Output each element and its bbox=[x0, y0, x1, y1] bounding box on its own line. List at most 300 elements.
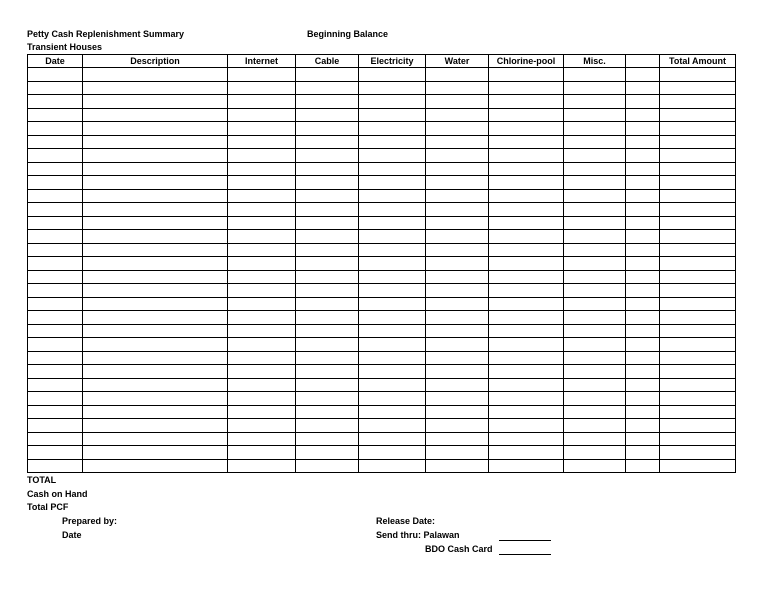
table-cell[interactable] bbox=[426, 162, 489, 176]
table-cell[interactable] bbox=[359, 459, 426, 473]
table-cell[interactable] bbox=[489, 311, 564, 325]
table-cell[interactable] bbox=[489, 122, 564, 136]
table-cell[interactable] bbox=[564, 405, 626, 419]
table-cell[interactable] bbox=[489, 257, 564, 271]
table-cell[interactable] bbox=[359, 351, 426, 365]
table-cell[interactable] bbox=[564, 324, 626, 338]
table-cell[interactable] bbox=[489, 297, 564, 311]
table-cell[interactable] bbox=[228, 95, 296, 109]
table-cell[interactable] bbox=[296, 378, 359, 392]
table-cell[interactable] bbox=[359, 81, 426, 95]
table-cell[interactable] bbox=[228, 365, 296, 379]
table-cell[interactable] bbox=[489, 176, 564, 190]
table-cell[interactable] bbox=[660, 162, 736, 176]
table-cell[interactable] bbox=[28, 351, 83, 365]
table-cell[interactable] bbox=[296, 68, 359, 82]
table-cell[interactable] bbox=[660, 405, 736, 419]
table-cell[interactable] bbox=[228, 122, 296, 136]
table-cell[interactable] bbox=[660, 230, 736, 244]
table-cell[interactable] bbox=[359, 108, 426, 122]
table-cell[interactable] bbox=[660, 446, 736, 460]
table-cell[interactable] bbox=[359, 95, 426, 109]
table-cell[interactable] bbox=[296, 95, 359, 109]
table-cell[interactable] bbox=[660, 203, 736, 217]
table-cell[interactable] bbox=[660, 351, 736, 365]
table-cell[interactable] bbox=[83, 297, 228, 311]
table-cell[interactable] bbox=[296, 108, 359, 122]
table-cell[interactable] bbox=[83, 189, 228, 203]
table-cell[interactable] bbox=[660, 95, 736, 109]
table-cell[interactable] bbox=[489, 419, 564, 433]
table-cell[interactable] bbox=[426, 95, 489, 109]
table-cell[interactable] bbox=[359, 405, 426, 419]
table-cell[interactable] bbox=[359, 392, 426, 406]
table-cell[interactable] bbox=[626, 405, 660, 419]
table-cell[interactable] bbox=[426, 365, 489, 379]
table-cell[interactable] bbox=[228, 392, 296, 406]
table-cell[interactable] bbox=[28, 311, 83, 325]
table-cell[interactable] bbox=[660, 243, 736, 257]
table-cell[interactable] bbox=[564, 297, 626, 311]
table-cell[interactable] bbox=[489, 189, 564, 203]
send-thru-blank[interactable] bbox=[499, 530, 551, 541]
table-cell[interactable] bbox=[489, 392, 564, 406]
table-cell[interactable] bbox=[228, 324, 296, 338]
table-cell[interactable] bbox=[660, 257, 736, 271]
table-cell[interactable] bbox=[296, 297, 359, 311]
table-cell[interactable] bbox=[489, 405, 564, 419]
table-cell[interactable] bbox=[426, 189, 489, 203]
table-cell[interactable] bbox=[426, 338, 489, 352]
table-cell[interactable] bbox=[28, 122, 83, 136]
table-cell[interactable] bbox=[660, 176, 736, 190]
table-cell[interactable] bbox=[564, 108, 626, 122]
table-cell[interactable] bbox=[28, 68, 83, 82]
table-cell[interactable] bbox=[83, 365, 228, 379]
table-cell[interactable] bbox=[28, 203, 83, 217]
table-cell[interactable] bbox=[28, 135, 83, 149]
table-cell[interactable] bbox=[296, 216, 359, 230]
table-cell[interactable] bbox=[426, 351, 489, 365]
table-cell[interactable] bbox=[660, 108, 736, 122]
table-cell[interactable] bbox=[83, 405, 228, 419]
table-cell[interactable] bbox=[28, 297, 83, 311]
table-cell[interactable] bbox=[83, 81, 228, 95]
table-cell[interactable] bbox=[28, 216, 83, 230]
table-cell[interactable] bbox=[489, 365, 564, 379]
table-cell[interactable] bbox=[626, 176, 660, 190]
table-cell[interactable] bbox=[83, 459, 228, 473]
table-cell[interactable] bbox=[228, 378, 296, 392]
table-cell[interactable] bbox=[426, 68, 489, 82]
table-cell[interactable] bbox=[660, 189, 736, 203]
table-cell[interactable] bbox=[626, 392, 660, 406]
table-cell[interactable] bbox=[83, 311, 228, 325]
table-cell[interactable] bbox=[296, 351, 359, 365]
table-cell[interactable] bbox=[626, 459, 660, 473]
table-cell[interactable] bbox=[228, 405, 296, 419]
table-cell[interactable] bbox=[28, 405, 83, 419]
table-cell[interactable] bbox=[228, 284, 296, 298]
table-cell[interactable] bbox=[660, 216, 736, 230]
table-cell[interactable] bbox=[28, 446, 83, 460]
table-cell[interactable] bbox=[296, 243, 359, 257]
table-cell[interactable] bbox=[489, 68, 564, 82]
table-cell[interactable] bbox=[228, 311, 296, 325]
table-cell[interactable] bbox=[660, 459, 736, 473]
table-cell[interactable] bbox=[564, 81, 626, 95]
table-cell[interactable] bbox=[564, 257, 626, 271]
table-cell[interactable] bbox=[83, 108, 228, 122]
table-cell[interactable] bbox=[296, 270, 359, 284]
table-cell[interactable] bbox=[660, 378, 736, 392]
table-cell[interactable] bbox=[626, 311, 660, 325]
table-cell[interactable] bbox=[228, 162, 296, 176]
table-cell[interactable] bbox=[28, 392, 83, 406]
table-cell[interactable] bbox=[296, 459, 359, 473]
table-cell[interactable] bbox=[426, 324, 489, 338]
table-cell[interactable] bbox=[359, 68, 426, 82]
table-cell[interactable] bbox=[83, 176, 228, 190]
table-cell[interactable] bbox=[83, 162, 228, 176]
table-cell[interactable] bbox=[359, 216, 426, 230]
table-cell[interactable] bbox=[83, 419, 228, 433]
table-cell[interactable] bbox=[83, 270, 228, 284]
table-cell[interactable] bbox=[489, 216, 564, 230]
table-cell[interactable] bbox=[626, 189, 660, 203]
table-cell[interactable] bbox=[489, 108, 564, 122]
table-cell[interactable] bbox=[564, 189, 626, 203]
table-cell[interactable] bbox=[626, 203, 660, 217]
table-cell[interactable] bbox=[564, 203, 626, 217]
table-cell[interactable] bbox=[228, 419, 296, 433]
table-cell[interactable] bbox=[296, 162, 359, 176]
table-cell[interactable] bbox=[83, 432, 228, 446]
table-cell[interactable] bbox=[228, 149, 296, 163]
table-cell[interactable] bbox=[296, 230, 359, 244]
table-cell[interactable] bbox=[489, 243, 564, 257]
table-cell[interactable] bbox=[660, 365, 736, 379]
table-cell[interactable] bbox=[489, 95, 564, 109]
table-cell[interactable] bbox=[83, 95, 228, 109]
table-cell[interactable] bbox=[626, 419, 660, 433]
table-cell[interactable] bbox=[660, 392, 736, 406]
table-cell[interactable] bbox=[83, 446, 228, 460]
table-cell[interactable] bbox=[28, 108, 83, 122]
table-cell[interactable] bbox=[626, 243, 660, 257]
table-cell[interactable] bbox=[426, 270, 489, 284]
table-cell[interactable] bbox=[626, 216, 660, 230]
table-cell[interactable] bbox=[359, 230, 426, 244]
table-cell[interactable] bbox=[28, 81, 83, 95]
table-cell[interactable] bbox=[228, 176, 296, 190]
table-cell[interactable] bbox=[489, 230, 564, 244]
table-cell[interactable] bbox=[564, 351, 626, 365]
table-cell[interactable] bbox=[359, 135, 426, 149]
table-cell[interactable] bbox=[489, 270, 564, 284]
table-cell[interactable] bbox=[489, 149, 564, 163]
table-cell[interactable] bbox=[83, 149, 228, 163]
table-cell[interactable] bbox=[28, 162, 83, 176]
table-cell[interactable] bbox=[296, 365, 359, 379]
table-cell[interactable] bbox=[564, 419, 626, 433]
table-cell[interactable] bbox=[296, 338, 359, 352]
table-cell[interactable] bbox=[83, 392, 228, 406]
table-cell[interactable] bbox=[426, 81, 489, 95]
table-cell[interactable] bbox=[228, 81, 296, 95]
table-cell[interactable] bbox=[489, 135, 564, 149]
table-cell[interactable] bbox=[228, 243, 296, 257]
table-cell[interactable] bbox=[426, 284, 489, 298]
table-cell[interactable] bbox=[228, 338, 296, 352]
table-cell[interactable] bbox=[626, 95, 660, 109]
table-cell[interactable] bbox=[626, 284, 660, 298]
table-cell[interactable] bbox=[359, 297, 426, 311]
table-cell[interactable] bbox=[359, 162, 426, 176]
table-cell[interactable] bbox=[228, 459, 296, 473]
table-cell[interactable] bbox=[296, 176, 359, 190]
table-cell[interactable] bbox=[296, 311, 359, 325]
table-cell[interactable] bbox=[359, 432, 426, 446]
table-cell[interactable] bbox=[296, 446, 359, 460]
table-cell[interactable] bbox=[296, 432, 359, 446]
table-cell[interactable] bbox=[296, 203, 359, 217]
table-cell[interactable] bbox=[359, 419, 426, 433]
table-cell[interactable] bbox=[564, 122, 626, 136]
table-cell[interactable] bbox=[426, 176, 489, 190]
table-cell[interactable] bbox=[660, 149, 736, 163]
table-cell[interactable] bbox=[426, 459, 489, 473]
table-cell[interactable] bbox=[564, 432, 626, 446]
table-cell[interactable] bbox=[489, 203, 564, 217]
table-cell[interactable] bbox=[660, 297, 736, 311]
table-cell[interactable] bbox=[426, 257, 489, 271]
table-cell[interactable] bbox=[660, 68, 736, 82]
table-cell[interactable] bbox=[564, 459, 626, 473]
table-cell[interactable] bbox=[626, 230, 660, 244]
table-cell[interactable] bbox=[296, 324, 359, 338]
table-cell[interactable] bbox=[228, 216, 296, 230]
table-cell[interactable] bbox=[296, 81, 359, 95]
table-cell[interactable] bbox=[426, 243, 489, 257]
table-cell[interactable] bbox=[359, 446, 426, 460]
table-cell[interactable] bbox=[489, 351, 564, 365]
table-cell[interactable] bbox=[564, 176, 626, 190]
table-cell[interactable] bbox=[228, 257, 296, 271]
table-cell[interactable] bbox=[296, 392, 359, 406]
bdo-cash-card-blank[interactable] bbox=[499, 544, 551, 555]
table-cell[interactable] bbox=[626, 122, 660, 136]
table-cell[interactable] bbox=[626, 135, 660, 149]
table-cell[interactable] bbox=[296, 405, 359, 419]
table-cell[interactable] bbox=[359, 203, 426, 217]
table-cell[interactable] bbox=[83, 243, 228, 257]
table-cell[interactable] bbox=[660, 81, 736, 95]
table-cell[interactable] bbox=[228, 203, 296, 217]
table-cell[interactable] bbox=[426, 149, 489, 163]
table-cell[interactable] bbox=[83, 257, 228, 271]
table-cell[interactable] bbox=[426, 311, 489, 325]
table-cell[interactable] bbox=[626, 68, 660, 82]
table-cell[interactable] bbox=[359, 257, 426, 271]
table-cell[interactable] bbox=[626, 338, 660, 352]
table-cell[interactable] bbox=[489, 324, 564, 338]
table-cell[interactable] bbox=[28, 365, 83, 379]
table-cell[interactable] bbox=[296, 135, 359, 149]
table-cell[interactable] bbox=[660, 311, 736, 325]
table-cell[interactable] bbox=[626, 365, 660, 379]
table-cell[interactable] bbox=[660, 122, 736, 136]
table-cell[interactable] bbox=[28, 230, 83, 244]
table-cell[interactable] bbox=[660, 135, 736, 149]
table-cell[interactable] bbox=[564, 392, 626, 406]
table-cell[interactable] bbox=[228, 432, 296, 446]
table-cell[interactable] bbox=[626, 108, 660, 122]
table-cell[interactable] bbox=[564, 230, 626, 244]
table-cell[interactable] bbox=[296, 284, 359, 298]
table-cell[interactable] bbox=[359, 365, 426, 379]
table-cell[interactable] bbox=[564, 446, 626, 460]
table-cell[interactable] bbox=[660, 324, 736, 338]
table-cell[interactable] bbox=[296, 257, 359, 271]
table-cell[interactable] bbox=[426, 108, 489, 122]
table-cell[interactable] bbox=[426, 432, 489, 446]
table-cell[interactable] bbox=[228, 297, 296, 311]
table-cell[interactable] bbox=[489, 378, 564, 392]
table-cell[interactable] bbox=[564, 135, 626, 149]
table-cell[interactable] bbox=[83, 351, 228, 365]
table-cell[interactable] bbox=[564, 365, 626, 379]
table-cell[interactable] bbox=[489, 432, 564, 446]
table-cell[interactable] bbox=[83, 338, 228, 352]
table-cell[interactable] bbox=[83, 284, 228, 298]
table-cell[interactable] bbox=[564, 311, 626, 325]
table-cell[interactable] bbox=[626, 270, 660, 284]
table-cell[interactable] bbox=[228, 230, 296, 244]
table-cell[interactable] bbox=[660, 284, 736, 298]
table-cell[interactable] bbox=[28, 459, 83, 473]
table-cell[interactable] bbox=[28, 149, 83, 163]
table-cell[interactable] bbox=[564, 68, 626, 82]
table-cell[interactable] bbox=[228, 108, 296, 122]
table-cell[interactable] bbox=[426, 203, 489, 217]
table-cell[interactable] bbox=[28, 257, 83, 271]
table-cell[interactable] bbox=[359, 284, 426, 298]
table-cell[interactable] bbox=[228, 135, 296, 149]
table-cell[interactable] bbox=[28, 176, 83, 190]
table-cell[interactable] bbox=[489, 162, 564, 176]
table-cell[interactable] bbox=[426, 122, 489, 136]
table-cell[interactable] bbox=[426, 297, 489, 311]
table-cell[interactable] bbox=[564, 270, 626, 284]
table-cell[interactable] bbox=[296, 149, 359, 163]
table-cell[interactable] bbox=[83, 216, 228, 230]
table-cell[interactable] bbox=[426, 419, 489, 433]
table-cell[interactable] bbox=[626, 324, 660, 338]
table-cell[interactable] bbox=[564, 338, 626, 352]
table-cell[interactable] bbox=[489, 284, 564, 298]
table-cell[interactable] bbox=[228, 68, 296, 82]
table-cell[interactable] bbox=[28, 284, 83, 298]
table-cell[interactable] bbox=[426, 405, 489, 419]
table-cell[interactable] bbox=[359, 311, 426, 325]
table-cell[interactable] bbox=[626, 297, 660, 311]
table-cell[interactable] bbox=[359, 338, 426, 352]
table-cell[interactable] bbox=[228, 446, 296, 460]
table-cell[interactable] bbox=[296, 419, 359, 433]
table-cell[interactable] bbox=[28, 243, 83, 257]
table-cell[interactable] bbox=[28, 324, 83, 338]
table-cell[interactable] bbox=[426, 446, 489, 460]
table-cell[interactable] bbox=[626, 257, 660, 271]
table-cell[interactable] bbox=[359, 324, 426, 338]
table-cell[interactable] bbox=[359, 243, 426, 257]
table-cell[interactable] bbox=[359, 176, 426, 190]
table-cell[interactable] bbox=[564, 149, 626, 163]
table-cell[interactable] bbox=[83, 378, 228, 392]
table-cell[interactable] bbox=[626, 432, 660, 446]
table-cell[interactable] bbox=[228, 189, 296, 203]
table-cell[interactable] bbox=[28, 419, 83, 433]
table-cell[interactable] bbox=[28, 189, 83, 203]
table-cell[interactable] bbox=[626, 149, 660, 163]
table-cell[interactable] bbox=[359, 270, 426, 284]
table-cell[interactable] bbox=[83, 122, 228, 136]
table-cell[interactable] bbox=[626, 351, 660, 365]
table-cell[interactable] bbox=[426, 230, 489, 244]
table-cell[interactable] bbox=[28, 270, 83, 284]
table-cell[interactable] bbox=[626, 446, 660, 460]
table-cell[interactable] bbox=[426, 135, 489, 149]
table-cell[interactable] bbox=[489, 81, 564, 95]
table-cell[interactable] bbox=[564, 243, 626, 257]
table-cell[interactable] bbox=[564, 378, 626, 392]
table-cell[interactable] bbox=[426, 378, 489, 392]
table-cell[interactable] bbox=[83, 135, 228, 149]
table-cell[interactable] bbox=[489, 446, 564, 460]
table-cell[interactable] bbox=[626, 378, 660, 392]
table-cell[interactable] bbox=[564, 284, 626, 298]
table-cell[interactable] bbox=[359, 149, 426, 163]
table-cell[interactable] bbox=[83, 68, 228, 82]
table-cell[interactable] bbox=[83, 324, 228, 338]
table-cell[interactable] bbox=[489, 459, 564, 473]
table-cell[interactable] bbox=[359, 122, 426, 136]
table-cell[interactable] bbox=[660, 338, 736, 352]
table-cell[interactable] bbox=[660, 432, 736, 446]
table-cell[interactable] bbox=[83, 230, 228, 244]
table-cell[interactable] bbox=[564, 162, 626, 176]
table-cell[interactable] bbox=[489, 338, 564, 352]
table-cell[interactable] bbox=[359, 378, 426, 392]
table-cell[interactable] bbox=[28, 338, 83, 352]
table-cell[interactable] bbox=[564, 95, 626, 109]
table-cell[interactable] bbox=[426, 392, 489, 406]
table-cell[interactable] bbox=[626, 81, 660, 95]
table-cell[interactable] bbox=[296, 189, 359, 203]
table-cell[interactable] bbox=[564, 216, 626, 230]
table-cell[interactable] bbox=[296, 122, 359, 136]
table-cell[interactable] bbox=[28, 432, 83, 446]
table-cell[interactable] bbox=[660, 270, 736, 284]
table-cell[interactable] bbox=[359, 189, 426, 203]
table-cell[interactable] bbox=[426, 216, 489, 230]
table-cell[interactable] bbox=[83, 203, 228, 217]
table-cell[interactable] bbox=[228, 270, 296, 284]
table-cell[interactable] bbox=[28, 378, 83, 392]
table-cell[interactable] bbox=[28, 95, 83, 109]
table-cell[interactable] bbox=[626, 162, 660, 176]
